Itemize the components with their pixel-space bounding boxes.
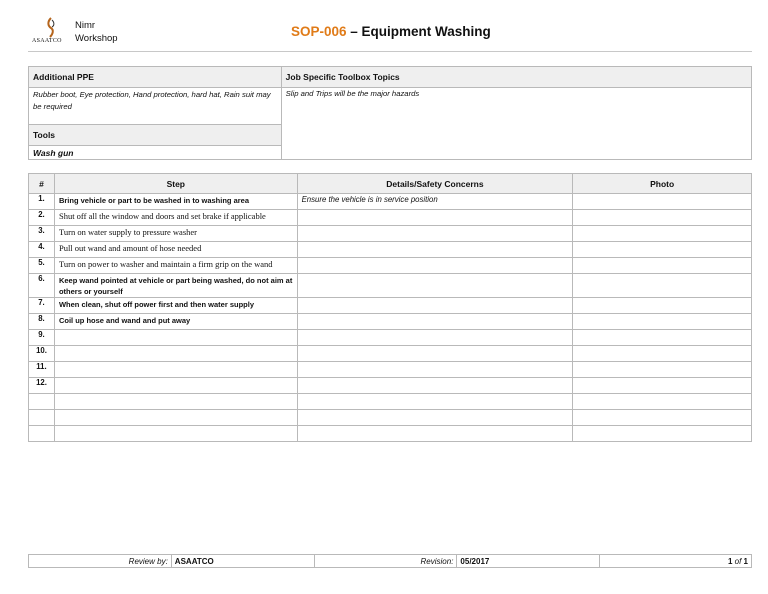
- row-number: [29, 410, 55, 426]
- row-photo: [573, 258, 752, 274]
- row-photo: [573, 378, 752, 394]
- row-photo: [573, 226, 752, 242]
- row-step: Turn on water supply to pressure washer: [54, 226, 297, 242]
- row-photo: [573, 426, 752, 442]
- row-detail: [297, 346, 573, 362]
- header-divider: [28, 51, 752, 52]
- toolbox-text-value: Slip and Trips will be the major hazards: [285, 89, 420, 98]
- row-detail: [297, 426, 573, 442]
- table-row: [29, 258, 752, 274]
- table-row: [29, 394, 752, 410]
- row-number: 1.: [29, 194, 55, 210]
- table-row: [29, 378, 752, 394]
- col-header-photo: Photo: [573, 174, 752, 194]
- table-row: [29, 410, 752, 426]
- row-photo: [573, 210, 752, 226]
- table-row: [29, 226, 752, 242]
- row-detail: [297, 274, 573, 298]
- row-detail: [297, 210, 573, 226]
- row-step: [54, 378, 297, 394]
- row-number: 11.: [29, 362, 55, 378]
- page-of: of: [734, 556, 742, 566]
- row-number: 2.: [29, 210, 55, 226]
- row-detail: [297, 394, 573, 410]
- row-photo: [573, 330, 752, 346]
- review-label: Review by:: [29, 555, 172, 568]
- col-header-step: Step: [54, 174, 297, 194]
- row-photo: [573, 242, 752, 258]
- row-photo: [573, 394, 752, 410]
- page-indicator: [600, 555, 752, 568]
- row-photo: [573, 410, 752, 426]
- row-number: 8.: [29, 314, 55, 330]
- row-photo: [573, 298, 752, 314]
- table-row: [29, 242, 752, 258]
- row-number: 10.: [29, 346, 55, 362]
- row-step: Keep wand pointed at vehicle or part being washed, do not aim at others or yourself: [54, 274, 297, 298]
- row-detail: [297, 298, 573, 314]
- row-photo: [573, 346, 752, 362]
- row-number: [29, 394, 55, 410]
- row-step: [54, 410, 297, 426]
- logo-text: ASAATCO: [32, 38, 62, 44]
- row-number: 9.: [29, 330, 55, 346]
- row-detail: [297, 362, 573, 378]
- row-detail: [297, 258, 573, 274]
- row-detail: [297, 378, 573, 394]
- row-step: Bring vehicle or part to be washed in to washing area: [54, 194, 297, 210]
- org-name: [75, 19, 118, 45]
- table-row: [29, 210, 752, 226]
- row-step: When clean, shut off power first and then water supply: [54, 298, 297, 314]
- row-photo: [573, 274, 752, 298]
- row-number: 5.: [29, 258, 55, 274]
- row-step: [54, 394, 297, 410]
- revision-value: 05/2017: [457, 555, 600, 568]
- org-line-2: Workshop: [75, 33, 118, 44]
- row-photo: [573, 194, 752, 210]
- page-number: 1: [727, 556, 733, 566]
- row-detail: [297, 314, 573, 330]
- table-row: [29, 362, 752, 378]
- document-title: [291, 24, 491, 39]
- review-value: ASAATCO: [171, 555, 314, 568]
- row-detail: [297, 330, 573, 346]
- org-line-1: Nimr: [75, 20, 96, 31]
- row-number: 6.: [29, 274, 55, 298]
- tools-text: Wash gun: [29, 146, 282, 160]
- row-photo: [573, 362, 752, 378]
- row-photo: [573, 314, 752, 330]
- table-row: [29, 346, 752, 362]
- row-step: Coil up hose and wand and put away: [54, 314, 297, 330]
- row-step: [54, 330, 297, 346]
- title-text: Equipment Washing: [361, 24, 491, 39]
- sop-code: SOP-006: [291, 24, 347, 39]
- row-number: [29, 426, 55, 442]
- row-number: 4.: [29, 242, 55, 258]
- row-detail: [297, 242, 573, 258]
- table-row: [29, 426, 752, 442]
- row-step: Turn on power to washer and maintain a firm grip on the wand: [54, 258, 297, 274]
- table-row: [29, 274, 752, 298]
- table-row: [29, 194, 752, 210]
- row-number: 7.: [29, 298, 55, 314]
- col-header-number: #: [29, 174, 55, 194]
- row-step: [54, 362, 297, 378]
- revision-label: Revision:: [314, 555, 457, 568]
- row-step: [54, 346, 297, 362]
- page-total: 1: [743, 556, 748, 566]
- ppe-text: Rubber boot, Eye protection, Hand protection, hard hat, Rain suit may be required: [29, 88, 282, 125]
- tools-heading: Tools: [29, 125, 282, 146]
- ppe-heading: Additional PPE: [29, 67, 282, 88]
- row-detail: [297, 410, 573, 426]
- toolbox-heading: Job Specific Toolbox Topics: [281, 67, 751, 88]
- row-detail: Ensure the vehicle is in service position: [297, 194, 573, 210]
- steps-table: [28, 173, 752, 442]
- table-row: [29, 298, 752, 314]
- title-separator: –: [346, 24, 362, 39]
- row-number: 12.: [29, 378, 55, 394]
- col-header-details: Details/Safety Concerns: [297, 174, 573, 194]
- row-number: 3.: [29, 226, 55, 242]
- toolbox-text: [281, 88, 751, 160]
- row-step: [54, 426, 297, 442]
- footer-table: [28, 554, 752, 568]
- info-table: [28, 66, 752, 160]
- steps-header-row: [29, 174, 752, 194]
- table-row: [29, 314, 752, 330]
- row-step: Shut off all the window and doors and set brake if applicable: [54, 210, 297, 226]
- table-row: [29, 330, 752, 346]
- row-step: Pull out wand and amount of hose needed: [54, 242, 297, 258]
- row-detail: [297, 226, 573, 242]
